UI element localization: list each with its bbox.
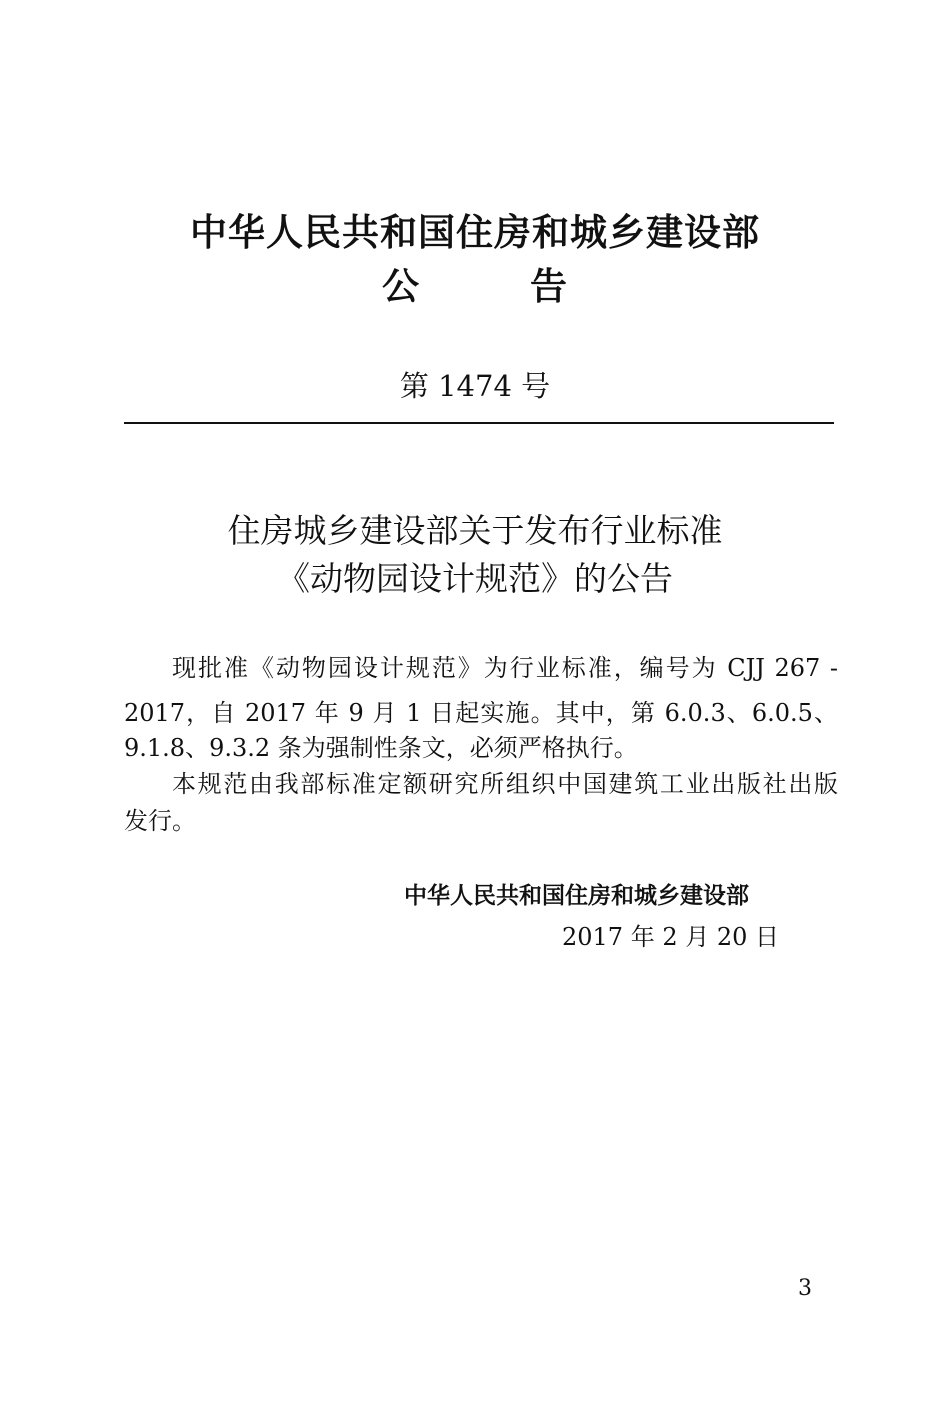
body-paragraph-1-line-3: 9.1.8、9.3.2 条为强制性条文，必须严格执行。 <box>124 734 638 762</box>
header-divider <box>124 422 834 424</box>
subject-title-line-1: 住房城乡建设部关于发布行业标准 <box>227 511 723 550</box>
announcement-heading-left: 公 <box>382 264 420 308</box>
announcement-heading-right: 告 <box>530 264 568 308</box>
ministry-title: 中华人民共和国住房和城乡建设部 <box>190 210 760 254</box>
body-paragraph-2-line-1: 本规范由我部标准定额研究所组织中国建筑工业出版社出版 <box>172 770 838 798</box>
page-number: 3 <box>798 1276 812 1301</box>
document-number: 第 1474 号 <box>399 369 551 403</box>
issuing-authority: 中华人民共和国住房和城乡建设部 <box>404 883 749 909</box>
body-paragraph-1-line-2: 2017，自 2017 年 9 月 1 日起实施。其中，第 6.0.3、6.0.5、 <box>124 699 838 727</box>
body-paragraph-2-line-2: 发行。 <box>124 807 196 835</box>
subject-title-line-2: 《动物园设计规范》的公告 <box>277 559 673 598</box>
body-paragraph-1-line-1: 现批准《动物园设计规范》为行业标准，编号为 CJJ 267 - <box>172 654 838 682</box>
issue-date: 2017 年 2 月 20 日 <box>562 923 780 951</box>
announcement-heading <box>0 262 950 310</box>
